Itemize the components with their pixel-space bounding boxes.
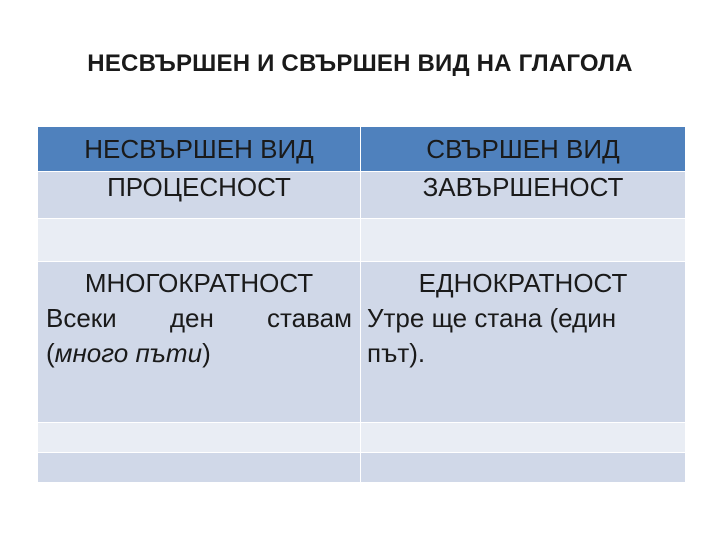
table-row-empty bbox=[38, 423, 686, 453]
example-line bbox=[46, 336, 352, 371]
paren-close: ) bbox=[202, 338, 211, 368]
cell-single bbox=[361, 262, 686, 423]
multiplicity-example bbox=[38, 301, 360, 371]
cell-process: ПРОЦЕСНОСТ bbox=[38, 172, 361, 219]
table-header-row bbox=[38, 127, 686, 172]
header-imperfective: НЕСВЪРШЕН ВИД bbox=[38, 127, 361, 172]
verb-aspect-table bbox=[37, 126, 686, 483]
header-perfective: СВЪРШЕН ВИД bbox=[361, 127, 686, 172]
singularity-heading: ЕДНОКРАТНОСТ bbox=[418, 268, 628, 298]
example-word: ставам bbox=[267, 303, 352, 333]
table-row-empty bbox=[38, 453, 686, 483]
empty-cell bbox=[38, 423, 361, 453]
italic-note: много пъти bbox=[54, 338, 203, 368]
table-row bbox=[38, 172, 686, 219]
empty-cell bbox=[361, 453, 686, 483]
page-title: НЕСВЪРШЕН И СВЪРШЕН ВИД НА ГЛАГОЛА bbox=[87, 50, 633, 77]
table-row-empty bbox=[38, 219, 686, 262]
empty-cell bbox=[361, 423, 686, 453]
empty-cell bbox=[38, 219, 361, 262]
example-line: път). bbox=[367, 338, 426, 368]
cell-multiple bbox=[38, 262, 361, 423]
multiplicity-heading: МНОГОКРАТНОСТ bbox=[84, 268, 314, 298]
example-word: ден bbox=[169, 303, 214, 333]
singularity-example bbox=[361, 301, 685, 371]
empty-cell bbox=[38, 453, 361, 483]
example-line: Утре ще стана (един bbox=[367, 303, 617, 333]
table-row bbox=[38, 262, 686, 423]
example-line bbox=[46, 301, 352, 336]
paren-open: ( bbox=[46, 338, 55, 368]
example-word: Всеки bbox=[46, 303, 117, 333]
empty-cell bbox=[361, 219, 686, 262]
cell-completeness: ЗАВЪРШЕНОСТ bbox=[361, 172, 686, 219]
